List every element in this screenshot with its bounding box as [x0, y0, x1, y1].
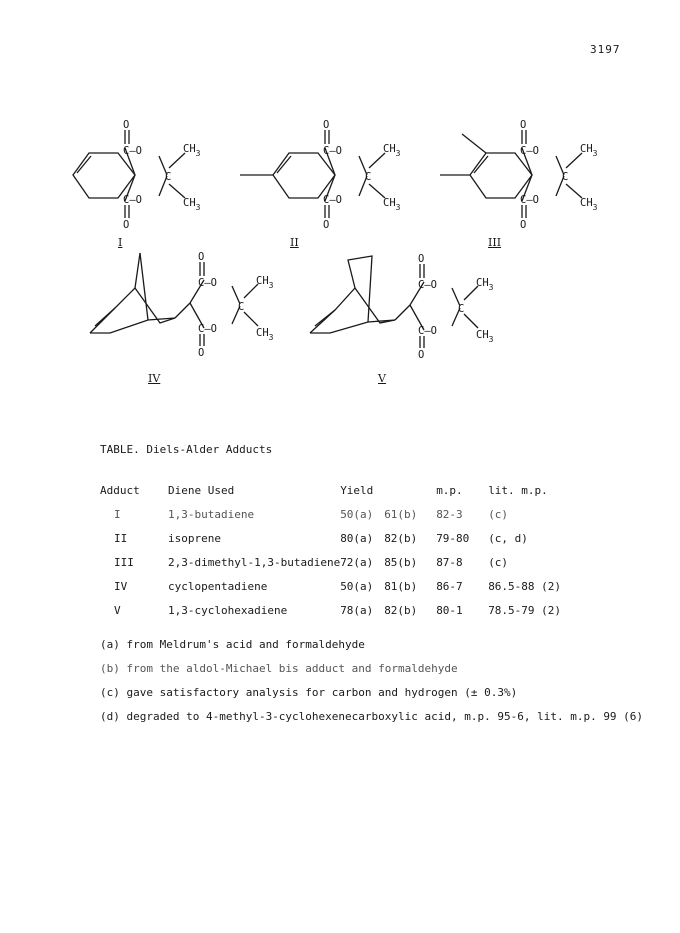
footnote-a: (a) from Meldrum's acid and formaldehyde — [100, 638, 365, 651]
compound-label-II: II — [290, 236, 299, 249]
table-caption: TABLE. Diels-Alder Adducts — [100, 443, 273, 456]
footnote-b: (b) from the aldol-Michael bis adduct and formaldehyde — [100, 662, 458, 675]
header-yield-b — [384, 478, 436, 502]
oxygen-label: O — [520, 219, 527, 231]
methyl-label: $CH_3$ — [256, 275, 274, 290]
compound-label-III: III — [488, 236, 502, 249]
methyl-label: $CH_3$ — [383, 143, 401, 158]
table-row — [100, 574, 598, 598]
cell-lit: (c, d) — [488, 531, 528, 545]
header-lit-mp: lit. m.p. — [488, 483, 548, 497]
oxygen-label: O — [323, 219, 330, 231]
cell-yield-b: 85(b) — [384, 555, 418, 569]
cell-adduct: IV — [114, 579, 128, 593]
cell-yield-a: 72(a) — [340, 555, 374, 569]
compound-label-IV: IV — [148, 372, 161, 385]
ester-label: C—O — [520, 145, 539, 157]
cell-mp: 79-80 — [436, 531, 470, 545]
ester-label: C—O — [520, 194, 539, 206]
carbon-label: C — [562, 171, 569, 183]
cell-mp: 82-3 — [436, 507, 463, 521]
cell-yield-a: 50(a) — [340, 507, 374, 521]
cell-mp: 86-7 — [436, 579, 463, 593]
structure-V — [300, 248, 500, 368]
cell-mp: 80-1 — [436, 603, 463, 617]
oxygen-label: O — [198, 347, 205, 359]
oxygen-label: O — [198, 251, 205, 263]
footnote-c: (c) gave satisfactory analysis for carbon and hydrogen (± 0.3%) — [100, 686, 518, 699]
cell-diene: cyclopentadiene — [168, 579, 268, 593]
ester-label: C—O — [123, 145, 142, 157]
header-diene: Diene Used — [168, 483, 235, 497]
cell-adduct: V — [114, 603, 121, 617]
cell-diene: 2,3-dimethyl-1,3-butadiene — [168, 555, 341, 569]
table-header-row — [100, 478, 598, 502]
cell-yield-b: 61(b) — [384, 507, 418, 521]
cell-lit: 86.5-88 (2) — [488, 579, 562, 593]
cell-lit: (c) — [488, 507, 509, 521]
footnote-d: (d) degraded to 4-methyl-3-cyclohexenecarboxylic acid, m.p. 95-6, lit. m.p. 99 (6) — [100, 710, 644, 723]
cell-diene: 1,3-cyclohexadiene — [168, 603, 288, 617]
ester-label: C—O — [123, 194, 142, 206]
header-mp: m.p. — [436, 483, 463, 497]
ester-label: C—O — [418, 325, 437, 337]
ester-label: C—O — [418, 279, 437, 291]
compound-label-V: V — [378, 372, 386, 385]
cell-yield-a: 80(a) — [340, 531, 374, 545]
cell-adduct: I — [114, 507, 121, 521]
ester-label: C—O — [198, 323, 217, 335]
table-row — [100, 598, 598, 622]
structure-II — [255, 118, 435, 238]
cell-lit: (c) — [488, 555, 509, 569]
oxygen-label: O — [520, 119, 527, 131]
oxygen-label: O — [323, 119, 330, 131]
methyl-label: $CH_3$ — [256, 327, 274, 342]
methyl-label: $CH_3$ — [580, 143, 598, 158]
methyl-label: $CH_3$ — [183, 143, 201, 158]
ester-label: C—O — [323, 145, 342, 157]
compound-label-I: I — [118, 236, 123, 249]
cell-yield-b: 82(b) — [384, 603, 418, 617]
cell-mp: 87-8 — [436, 555, 463, 569]
oxygen-label: O — [123, 219, 130, 231]
methyl-label: $CH_3$ — [383, 197, 401, 212]
table-row — [100, 550, 598, 574]
cell-yield-b: 82(b) — [384, 531, 418, 545]
oxygen-label: O — [418, 253, 425, 265]
oxygen-label: O — [123, 119, 130, 131]
table-row — [100, 526, 598, 550]
methyl-label: $CH_3$ — [580, 197, 598, 212]
carbon-label: C — [238, 301, 245, 313]
header-adduct: Adduct — [100, 483, 140, 497]
methyl-label: $CH_3$ — [476, 277, 494, 292]
carbon-label: C — [458, 303, 465, 315]
carbon-label: C — [165, 171, 172, 183]
cell-adduct: II — [114, 531, 128, 545]
cell-diene: isoprene — [168, 531, 221, 545]
structure-I — [55, 118, 235, 238]
cell-diene: 1,3-butadiene — [168, 507, 255, 521]
methyl-label: $CH_3$ — [476, 329, 494, 344]
ester-label: C—O — [323, 194, 342, 206]
cell-lit: 78.5-79 (2) — [488, 603, 562, 617]
cell-adduct: III — [114, 555, 134, 569]
methyl-label: $CH_3$ — [183, 197, 201, 212]
cell-yield-b: 81(b) — [384, 579, 418, 593]
oxygen-label: O — [418, 349, 425, 361]
page-number: 3197 — [590, 43, 621, 56]
footnotes — [100, 633, 643, 729]
adducts-table — [100, 478, 598, 622]
carbon-label: C — [365, 171, 372, 183]
structure-IV — [80, 248, 280, 368]
cell-yield-a: 78(a) — [340, 603, 374, 617]
cell-yield-a: 50(a) — [340, 579, 374, 593]
ester-label: C—O — [198, 277, 217, 289]
table-row — [100, 502, 598, 526]
structure-III — [452, 118, 632, 238]
header-yield: Yield — [340, 483, 374, 497]
